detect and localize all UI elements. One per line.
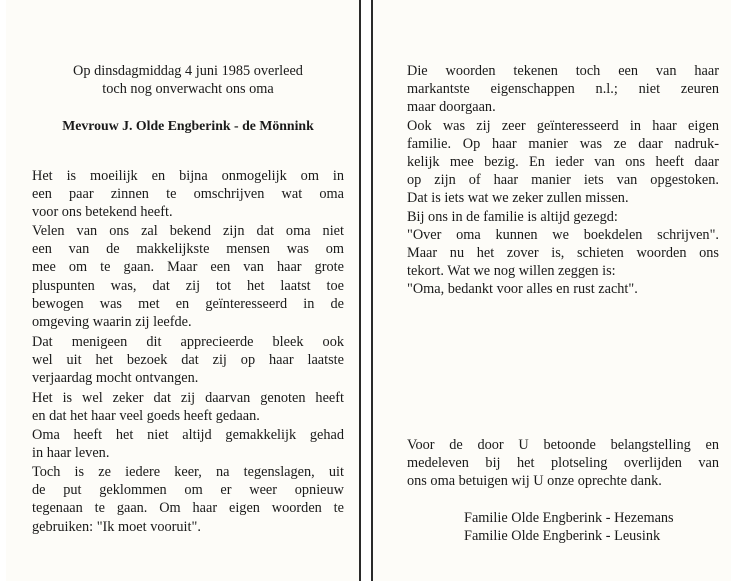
text-line: ons oma betuigen wij U onze oprechte dank.: [407, 473, 662, 490]
intro-line: toch nog onverwacht ons oma: [102, 81, 274, 98]
text-line: wel uit het bezoek dat zij op haar laatste: [32, 352, 344, 369]
text-line: Ook was zij zeer geïnteresseerd in haar eigen: [407, 117, 719, 134]
paragraph-1: [32, 167, 344, 222]
text-line: een paar zinnen te omschrijven wat oma: [32, 186, 344, 203]
right-card-page: [371, 0, 731, 581]
text-line: mee om te gaan. Maar een van haar grote: [32, 259, 344, 276]
closing-text: [407, 62, 719, 298]
text-line: voor ons betekend heeft.: [32, 204, 173, 221]
text-line: Velen van ons zal bekend zijn dat oma niet: [32, 223, 344, 239]
text-line: Oma heeft het niet altijd gemakkelijk gehad: [32, 427, 344, 443]
text-line: Bij ons in de familie is altijd gezegd:: [407, 208, 618, 225]
text-line: tegenaan te gaan. Om haar eigen woorden te: [32, 500, 344, 517]
text-line: Voor de door U betoonde belangstelling en: [407, 437, 719, 453]
text-line: markantste eigenschappen n.l.; niet zeuren: [407, 81, 719, 98]
paragraph-3: [32, 333, 344, 388]
text-line: Dat is iets wat we zeker zullen missen.: [407, 190, 629, 207]
text-line: kelijk mee bezig. En ieder van ons heeft daar: [407, 153, 719, 170]
text-line: Toch is ze iedere keer, na tegenslagen, uit: [32, 464, 344, 480]
paragraph-4: [32, 389, 344, 425]
text-line: gebruiken: "Ik moet vooruit".: [32, 518, 201, 535]
signature-line: Familie Olde Engberink - Leusink: [464, 528, 661, 544]
paragraph-2: [32, 222, 344, 331]
text-line: medeleven bij het plotseling overlijden van: [407, 455, 719, 472]
text-line: op zijn of haar manier iets van opgestoken.: [407, 172, 719, 189]
text-line: de put geklommen om er weer opnieuw: [32, 482, 344, 499]
signature-line: Familie Olde Engberink - Hezemans: [464, 510, 674, 526]
intro-block: [32, 62, 344, 98]
card-fold-gap: [361, 0, 369, 581]
text-line: Die woorden tekenen toch een van haar: [407, 63, 719, 79]
text-line: Het is wel zeker dat zij daarvan genoten heeft: [32, 390, 344, 406]
text-line: "Oma, bedankt voor alles en rust zacht".: [407, 281, 638, 298]
text-line: in haar leven.: [32, 445, 110, 462]
text-line: familie. Op haar manier was ze daar nadruk-: [407, 135, 719, 152]
text-line: tekort. Wat we nog willen zeggen is:: [407, 263, 616, 280]
paragraph-5: [32, 426, 344, 462]
text-line: maar doorgaan.: [407, 99, 496, 116]
paragraph-6: [32, 463, 344, 536]
text-line: Dat menigeen dit apprecieerde bleek ook: [32, 334, 344, 350]
deceased-name: Mevrouw J. Olde Engberink - de Mönnink: [62, 118, 314, 133]
text-line: Maar nu het zover is, schieten woorden ons: [407, 244, 719, 261]
left-card-page: [6, 0, 361, 581]
thanks-text: [407, 436, 719, 491]
text-line: een van de makkelijkste mensen was om: [32, 241, 344, 258]
text-line: omgeving waarin zij leefde.: [32, 313, 192, 330]
intro-line: Op dinsdagmiddag 4 juni 1985 overleed: [73, 63, 303, 79]
text-line: pluspunten was, dat zij tot het laatst toe: [32, 277, 344, 294]
text-line: verjaardag mocht ontvangen.: [32, 370, 199, 387]
text-line: bewogen was met en geïnteresseerd in de: [32, 295, 344, 312]
text-line: Het is moeilijk en bijna onmogelijk om in: [32, 168, 344, 184]
text-line: en dat het haar veel goeds heeft gedaan.: [32, 408, 260, 425]
text-line: "Over oma kunnen we boekdelen schrijven".: [407, 226, 719, 243]
